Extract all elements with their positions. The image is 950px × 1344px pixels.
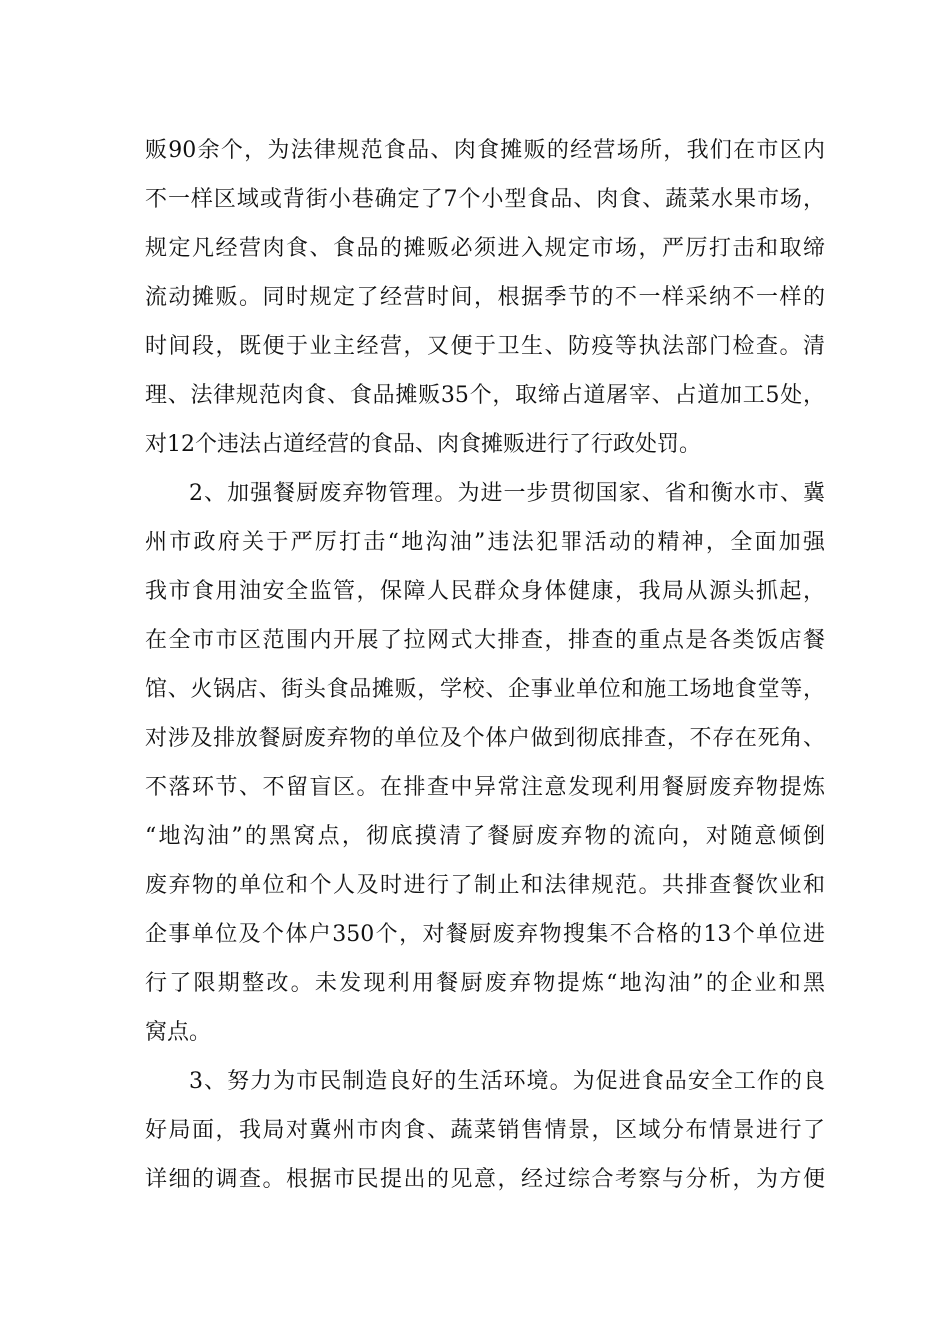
text-line: 行了限期整改。未发现利用餐厨废弃物提炼“地沟油”的企业和黑 xyxy=(145,971,825,996)
text-line: 在全市市区范围内开展了拉网式大排查，排查的重点是各类饭店餐 xyxy=(145,628,825,653)
paragraph-1 xyxy=(145,126,825,469)
text-line: 详细的调查。根据市民提出的见意，经过综合考察与分析，为方便 xyxy=(145,1167,825,1192)
text-line: 规定凡经营肉食、食品的摊贩必须进入规定市场，严厉打击和取缔 xyxy=(145,236,825,261)
paragraph-2 xyxy=(145,469,825,1057)
text-line: 州市政府关于严厉打击“地沟油”违法犯罪活动的精神，全面加强 xyxy=(145,530,825,555)
text-line: 不落环节、不留盲区。在排查中异常注意发现利用餐厨废弃物提炼 xyxy=(145,775,825,800)
text-line: 我市食用油安全监管，保障人民群众身体健康，我局从源头抓起， xyxy=(145,579,825,604)
text-line: 时间段，既便于业主经营，又便于卫生、防疫等执法部门检查。清 xyxy=(145,334,825,359)
text-line: 流动摊贩。同时规定了经营时间，根据季节的不一样采纳不一样的 xyxy=(145,285,825,310)
text-line: 不一样区域或背街小巷确定了7个小型食品、肉食、蔬菜水果市场， xyxy=(145,187,825,212)
document-page xyxy=(145,126,825,1204)
paragraph-3 xyxy=(145,1057,825,1204)
text-line: “地沟油”的黑窝点，彻底摸清了餐厨废弃物的流向，对随意倾倒 xyxy=(145,824,825,849)
text-line: 贩90余个，为法律规范食品、肉食摊贩的经营场所，我们在市区内 xyxy=(145,138,825,163)
text-line: 馆、火锅店、街头食品摊贩，学校、企事业单位和施工场地食堂等， xyxy=(145,677,825,702)
text-line: 好局面，我局对冀州市肉食、蔬菜销售情景，区域分布情景进行了 xyxy=(145,1118,825,1143)
text-line: 2、加强餐厨废弃物管理。为进一步贯彻国家、省和衡水市、冀 xyxy=(189,481,825,506)
text-line: 3、努力为市民制造良好的生活环境。为促进食品安全工作的良 xyxy=(189,1069,825,1094)
text-line: 废弃物的单位和个人及时进行了制止和法律规范。共排查餐饮业和 xyxy=(145,873,825,898)
text-line: 对12个违法占道经营的食品、肉食摊贩进行了行政处罚。 xyxy=(145,432,701,457)
text-line: 窝点。 xyxy=(145,1020,212,1045)
text-line: 理、法律规范肉食、食品摊贩35个，取缔占道屠宰、占道加工5处， xyxy=(145,383,825,408)
text-line: 对涉及排放餐厨废弃物的单位及个体户做到彻底排查，不存在死角、 xyxy=(145,726,825,751)
text-line: 企事单位及个体户350个，对餐厨废弃物搜集不合格的13个单位进 xyxy=(145,922,825,947)
